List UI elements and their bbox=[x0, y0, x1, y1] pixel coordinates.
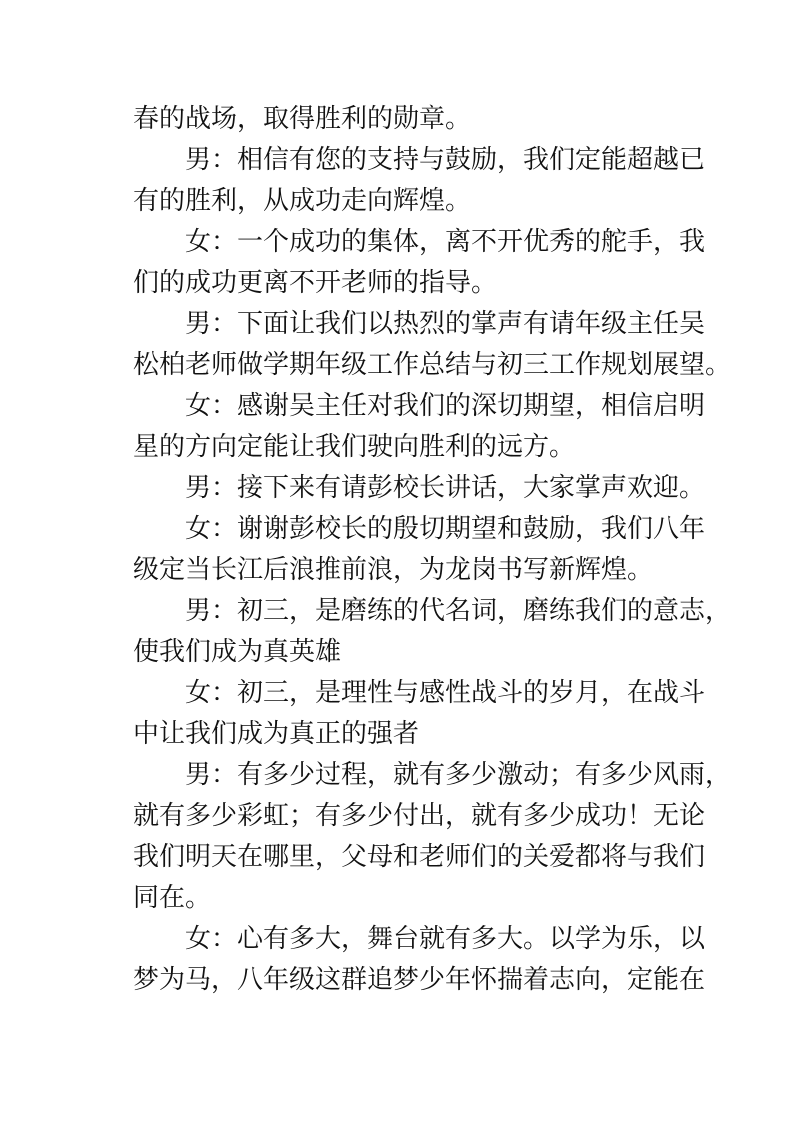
text-line: 梦为马，八年级这群追梦少年怀揣着志向，定能在 bbox=[133, 965, 706, 995]
text-line: 女：谢谢彭校长的殷切期望和鼓励，我们八年 bbox=[185, 514, 706, 544]
text-line: 星的方向定能让我们驶向胜利的远方。 bbox=[133, 432, 576, 462]
text-line: 男：有多少过程，就有多少激动；有多少风雨， bbox=[185, 760, 732, 790]
text-line: 中让我们成为真正的强者 bbox=[133, 719, 420, 749]
text-line: 有的胜利，从成功走向辉煌。 bbox=[133, 186, 472, 216]
text-line: 我们明天在哪里，父母和老师们的关爱都将与我们 bbox=[133, 842, 706, 872]
text-line: 男：相信有您的支持与鼓励，我们定能超越已 bbox=[185, 145, 706, 175]
text-line: 春的战场，取得胜利的勋章。 bbox=[133, 104, 472, 134]
text-line: 男：初三，是磨练的代名词，磨练我们的意志， bbox=[185, 596, 732, 626]
text-line: 同在。 bbox=[133, 883, 212, 913]
text-line: 女：心有多大，舞台就有多大。以学为乐，以 bbox=[185, 924, 706, 954]
text-line: 女：感谢吴主任对我们的深切期望，相信启明 bbox=[185, 391, 706, 421]
text-line: 女：初三，是理性与感性战斗的岁月，在战斗 bbox=[185, 678, 706, 708]
text-line: 男：接下来有请彭校长讲话，大家掌声欢迎。 bbox=[185, 473, 706, 503]
text-line: 男：下面让我们以热烈的掌声有请年级主任吴 bbox=[185, 309, 706, 339]
text-line: 们的成功更离不开老师的指导。 bbox=[133, 268, 498, 298]
text-line: 使我们成为真英雄 bbox=[133, 637, 342, 667]
text-line: 女：一个成功的集体，离不开优秀的舵手，我 bbox=[185, 227, 706, 257]
text-line: 就有多少彩虹；有多少付出，就有多少成功！无论 bbox=[133, 801, 706, 831]
text-line: 级定当长江后浪推前浪，为龙岗书写新辉煌。 bbox=[133, 555, 654, 585]
text-line: 松柏老师做学期年级工作总结与初三工作规划展望。 bbox=[133, 350, 732, 380]
document-body bbox=[133, 99, 732, 1001]
